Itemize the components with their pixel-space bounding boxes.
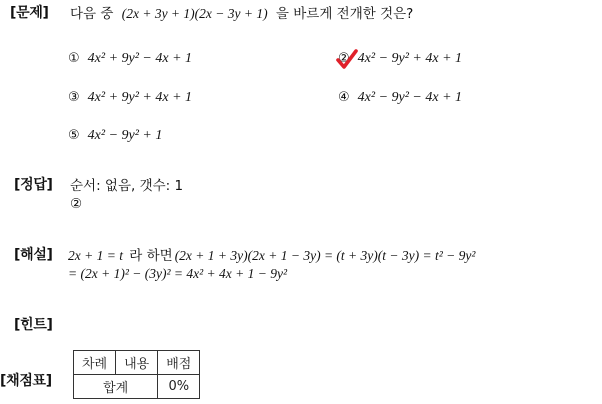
hint-tag: [힌트] — [14, 317, 53, 333]
explanation-result: = (2x + 1)² − (3y)² = 4x² + 4x + 1 − 9y² — [68, 266, 288, 281]
problem-expression: (2x + 3y + 1)(2x − 3y + 1) — [121, 6, 268, 21]
option-1-expression: 4x² + 9y² − 4x + 1 — [87, 51, 193, 66]
option-4-number: ④ — [338, 90, 350, 105]
option-1-number: ① — [68, 51, 80, 66]
score-total-label: 합계 — [74, 375, 158, 399]
option-2-expression: 4x² − 9y² + 4x + 1 — [357, 51, 463, 66]
option-4-expression: 4x² − 9y² − 4x + 1 — [357, 90, 463, 105]
option-3-number: ③ — [68, 90, 80, 105]
option-5-number: ⑤ — [68, 128, 80, 143]
option-4[interactable] — [338, 90, 462, 106]
explanation-line-2 — [68, 266, 287, 282]
score-table-total-row — [74, 375, 200, 399]
explanation-line-1 — [68, 244, 475, 264]
option-3-expression: 4x² + 9y² + 4x + 1 — [87, 90, 193, 105]
problem-suffix: 을 바르게 전개한 것은? — [275, 6, 414, 22]
explanation-tag: [해설] — [14, 247, 53, 263]
explanation-expansion: (2x + 1 + 3y)(2x + 1 − 3y) = (t + 3y)(t − 3y) = t² − 9y² — [174, 248, 476, 263]
score-table — [73, 350, 200, 399]
answer-tag: [정답] — [14, 177, 53, 193]
option-5-expression: 4x² − 9y² + 1 — [87, 128, 163, 143]
score-header-order: 차례 — [74, 351, 116, 375]
answer-value: ② — [70, 196, 83, 212]
answer-meta: 순서: 없음, 갯수: 1 — [70, 178, 184, 194]
score-total-value: 0% — [158, 375, 200, 399]
check-mark-icon — [336, 48, 358, 70]
explanation-substitution: 2x + 1 = t — [68, 248, 123, 263]
option-3[interactable] — [68, 90, 192, 106]
option-5[interactable] — [68, 128, 162, 144]
problem-prefix: 다음 중 — [70, 6, 114, 22]
problem-tag: [문제] — [10, 5, 49, 21]
score-header-content: 내용 — [116, 351, 158, 375]
score-tag: [채점표] — [0, 373, 52, 389]
score-header-points: 배점 — [158, 351, 200, 375]
option-1[interactable] — [68, 51, 192, 67]
score-table-header-row — [74, 351, 200, 375]
problem-statement — [70, 2, 413, 22]
explanation-connector: 라 하면 — [129, 248, 173, 264]
option-2-number: ② — [338, 51, 350, 66]
